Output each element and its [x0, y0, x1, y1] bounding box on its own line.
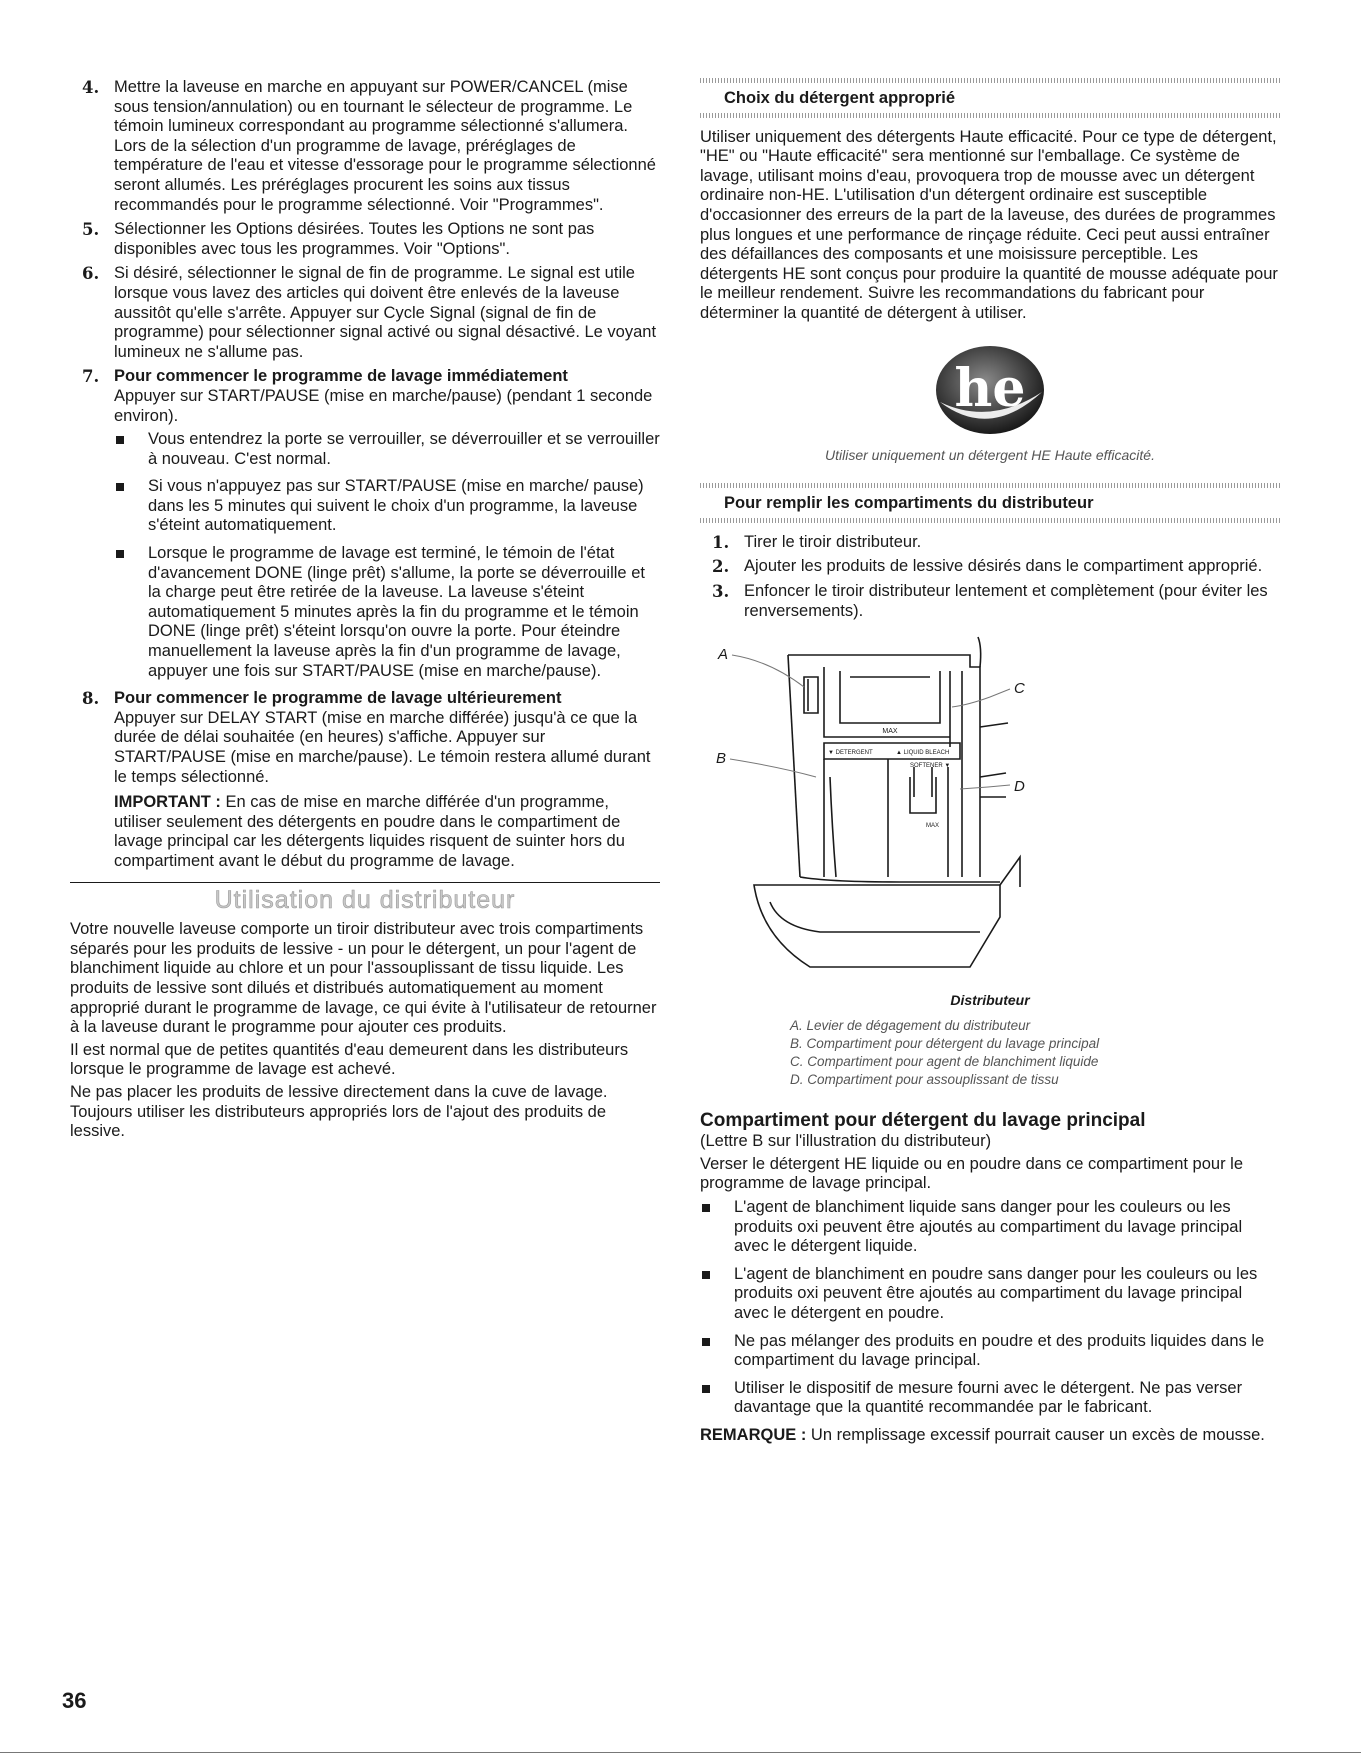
left-column: [70, 78, 660, 1145]
paragraph: (Lettre B sur l'illustration du distributeur): [700, 1132, 992, 1151]
figure-title: Distributeur: [950, 992, 1030, 1009]
bleach-label: ▲ LIQUID BLEACH: [896, 750, 950, 757]
max-label-lower: MAX: [926, 823, 940, 830]
legend-item: B. Compartiment pour détergent du lavage principal: [790, 1035, 1100, 1051]
fill-step-3: 3. Enfoncer le tiroir distributeur lentement et complètement (pour éviter les renversements).: [712, 581, 1268, 620]
hatch-rule: [700, 113, 1280, 118]
remark: [700, 1426, 1280, 1446]
he-logo: [700, 340, 1280, 440]
subsection-heading: Pour remplir les compartiments du distributeur: [724, 494, 1094, 513]
right-column: [700, 78, 1280, 1449]
hatch-rule: [700, 518, 1280, 523]
bullet-icon: [702, 1385, 710, 1393]
important-text: En cas de mise en marche différée d'un programme, utiliser seulement des détergents en poudre dans le compartiment de lavage principal car les détergents liquides risquent de suinter hors du compartiment avant le début du programme de lavage.: [114, 793, 625, 870]
important-note: [114, 793, 660, 871]
hatch-rule: [700, 78, 1280, 83]
distributor-drawing: [700, 627, 1280, 987]
important-label: IMPORTANT :: [114, 793, 221, 812]
legend-item: D. Compartiment pour assouplissant de tissu: [790, 1071, 1059, 1087]
he-logo-icon: [930, 340, 1050, 440]
max-label: MAX: [882, 728, 898, 736]
list-item: Lorsque le programme de lavage est terminé, le témoin de l'état d'avancement DONE (linge prêt) s'allume, la porte se déverrouille et la charge peut être retirée de la laveuse. La laveuse s'éteint automatiquement 5 minutes après la fin du programme et le témoin DONE (linge prêt) s'éteint lorsqu'on ouvre la porte. Pour éteindre manuellement la laveuse après la fin d'un programme de lavage, appuyer une fois sur START/PAUSE (mise en marche/pause).: [114, 544, 660, 681]
bullet-icon: [702, 1338, 710, 1346]
list-item: Utiliser le dispositif de mesure fourni avec le détergent. Ne pas verser davantage que la quantité recommandée par le fabricant.: [700, 1379, 1280, 1418]
softener-label: SOFTENER ▼: [910, 763, 951, 770]
paragraph: Verser le détergent HE liquide ou en poudre dans ce compartiment pour le programme de lavage principal.: [700, 1154, 1243, 1193]
fill-step-1: 1. Tirer le tiroir distributeur.: [712, 532, 922, 552]
callout-c: C: [1014, 680, 1025, 698]
step-number: 7.: [82, 367, 100, 387]
section-title: Utilisation du distributeur: [214, 885, 516, 914]
callout-d: D: [1014, 778, 1025, 796]
step-number: 4.: [82, 78, 100, 97]
legend-item: A. Levier de dégagement du distributeur: [790, 1017, 1031, 1033]
paragraph: Il est normal que de petites quantités d'eau demeurent dans les distributeurs lorsque le programme de lavage est achevé.: [70, 1040, 629, 1079]
step-text: Si désiré, sélectionner le signal de fin de programme. Le signal est utile lorsque vous lavez des articles qui doivent être enlevés de la laveuse aussitôt qu'elle s'arrête. Appuyer sur Cycle Signal (signal de fin de programme) pour sélectionner signal activé ou signal désactivé. Le voyant lumineux ne s'allume pas.: [114, 264, 657, 361]
paragraph: Ne pas placer les produits de lessive directement dans la cuve de lavage. Toujours utiliser les distributeurs appropriés lors de l'ajout des produits de lessive.: [70, 1082, 608, 1141]
figure-legend: [700, 1017, 1280, 1089]
bottom-rule: [0, 1752, 1361, 1753]
step-number: 6.: [82, 264, 100, 284]
step-number: 5.: [82, 220, 100, 240]
remark-text: Un remplissage excessif pourrait causer un excès de mousse.: [806, 1426, 1265, 1444]
list-item: Vous entendrez la porte se verrouiller, se déverrouiller et se verrouiller à nouveau. C'est normal.: [114, 430, 660, 469]
step-4: [70, 78, 660, 215]
bullet-icon: [116, 436, 124, 444]
step-text: Mettre la laveuse en marche en appuyant sur POWER/CANCEL (mise sous tension/annulation) ou en tournant le sélecteur de programme. Le témoin lumineux correspondant au programme sélectionné s'allumera. Lors de la sélection d'un programme de lavage, préréglages de température de l'eau et vitesse d'essorage pour le programme sélectionné seront allumés. Les préréglages procurent les soins aux tissus recommandés pour le programme sélectionné. Voir "Programmes".: [114, 78, 656, 214]
list-item: L'agent de blanchiment en poudre sans danger pour les couleurs ou les produits oxi peuvent être ajoutés au compartiment du lavage principal avec le détergent en poudre.: [700, 1265, 1280, 1324]
list-item: L'agent de blanchiment liquide sans danger pour les couleurs ou les produits oxi peuvent être ajoutés au compartiment du lavage principal avec le détergent liquide.: [700, 1198, 1280, 1257]
list-item: Si vous n'appuyez pas sur START/PAUSE (mise en marche/ pause) dans les 5 minutes qui suivent le choix d'un programme, la laveuse s'éteint automatiquement.: [114, 477, 660, 536]
step-7-bullets: [114, 430, 660, 681]
legend-item: C. Compartiment pour agent de blanchiment liquide: [790, 1053, 1099, 1069]
fill-step-2: 2. Ajouter les produits de lessive désirés dans le compartiment approprié.: [712, 557, 1263, 577]
step-number: 8.: [82, 689, 100, 709]
step-text: Appuyer sur DELAY START (mise en marche différée) jusqu'à ce que la durée de délai souhaitée (en heures) s'affiche. Appuyer sur START/PAUSE (mise en marche/pause). Le témoin restera allumé durant le temps sélectionné.: [114, 708, 651, 786]
step-6: [70, 264, 660, 362]
washer-steps: [70, 78, 660, 872]
step-text: Sélectionner les Options désirées. Toutes les Options ne sont pas disponibles avec tous les programmes. Voir "Options".: [114, 220, 595, 258]
logo-caption: Utiliser uniquement un détergent HE Haute efficacité.: [825, 446, 1155, 463]
step-text: Appuyer sur START/PAUSE (mise en marche/pause) (pendant 1 seconde environ).: [114, 386, 653, 425]
paragraph: Votre nouvelle laveuse comporte un tiroir distributeur avec trois compartiments séparés pour les produits de lessive - un pour le détergent, un pour l'agent de blanchiment liquide au chlore et un pour l'assouplissant de tissu liquide. Les produits de lessive sont dilués et distribués automatiquement au moment approprié durant le programme de lavage, ce qui évite à l'utilisateur de retourner à la laveuse durant le programme pour ajouter ces produits.: [70, 920, 657, 1037]
step-heading: Pour commencer le programme de lavage immédiatement: [114, 367, 568, 386]
main-wash-bullets: [700, 1198, 1280, 1418]
logo-text: he: [954, 357, 1026, 419]
bullet-icon: [116, 550, 124, 558]
bullet-icon: [116, 483, 124, 491]
paragraph: Utiliser uniquement des détergents Haute efficacité. Pour ce type de détergent, "HE" ou "Haute efficacité" sera mentionné sur l'emballage. Ce système de lavage, utilisant moins d'eau, provoquera trop de mousse avec un détergent ordinaire non-HE. L'utilisation d'un détergent ordinaire est susceptible d'occasionner des erreurs de la part de la laveuse, des durées de programmes plus longues et une performance de rinçage réduite. Ceci peut aussi entraîner des défaillances des composants et une moisissure perceptible. Les détergents HE sont conçus pour produire la quantité de mousse adéquate pour le meilleur rendement. Suivre les recommandations du fabricant pour déterminer la quantité de détergent à utiliser.: [700, 127, 1278, 322]
section-divider: [70, 882, 660, 883]
page-number: 36: [62, 1688, 87, 1713]
distributor-diagram: [700, 627, 1280, 987]
remark-label: REMARQUE :: [700, 1426, 807, 1444]
step-heading: Pour commencer le programme de lavage ultérieurement: [114, 689, 562, 708]
bullet-icon: [702, 1271, 710, 1279]
list-item: Ne pas mélanger des produits en poudre et des produits liquides dans le compartiment du lavage principal.: [700, 1332, 1280, 1371]
fill-steps: [700, 533, 1280, 621]
subsection-heading: Choix du détergent approprié: [724, 89, 956, 107]
step-5: [70, 220, 660, 259]
step-7: [70, 367, 660, 681]
callout-b: B: [716, 750, 727, 768]
detergent-label: ▼ DETERGENT: [828, 750, 873, 757]
main-wash-heading: Compartiment pour détergent du lavage principal: [700, 1109, 1146, 1131]
bullet-icon: [702, 1204, 710, 1212]
hatch-rule: [700, 483, 1280, 488]
step-8: [70, 689, 660, 871]
callout-a: A: [718, 646, 729, 664]
